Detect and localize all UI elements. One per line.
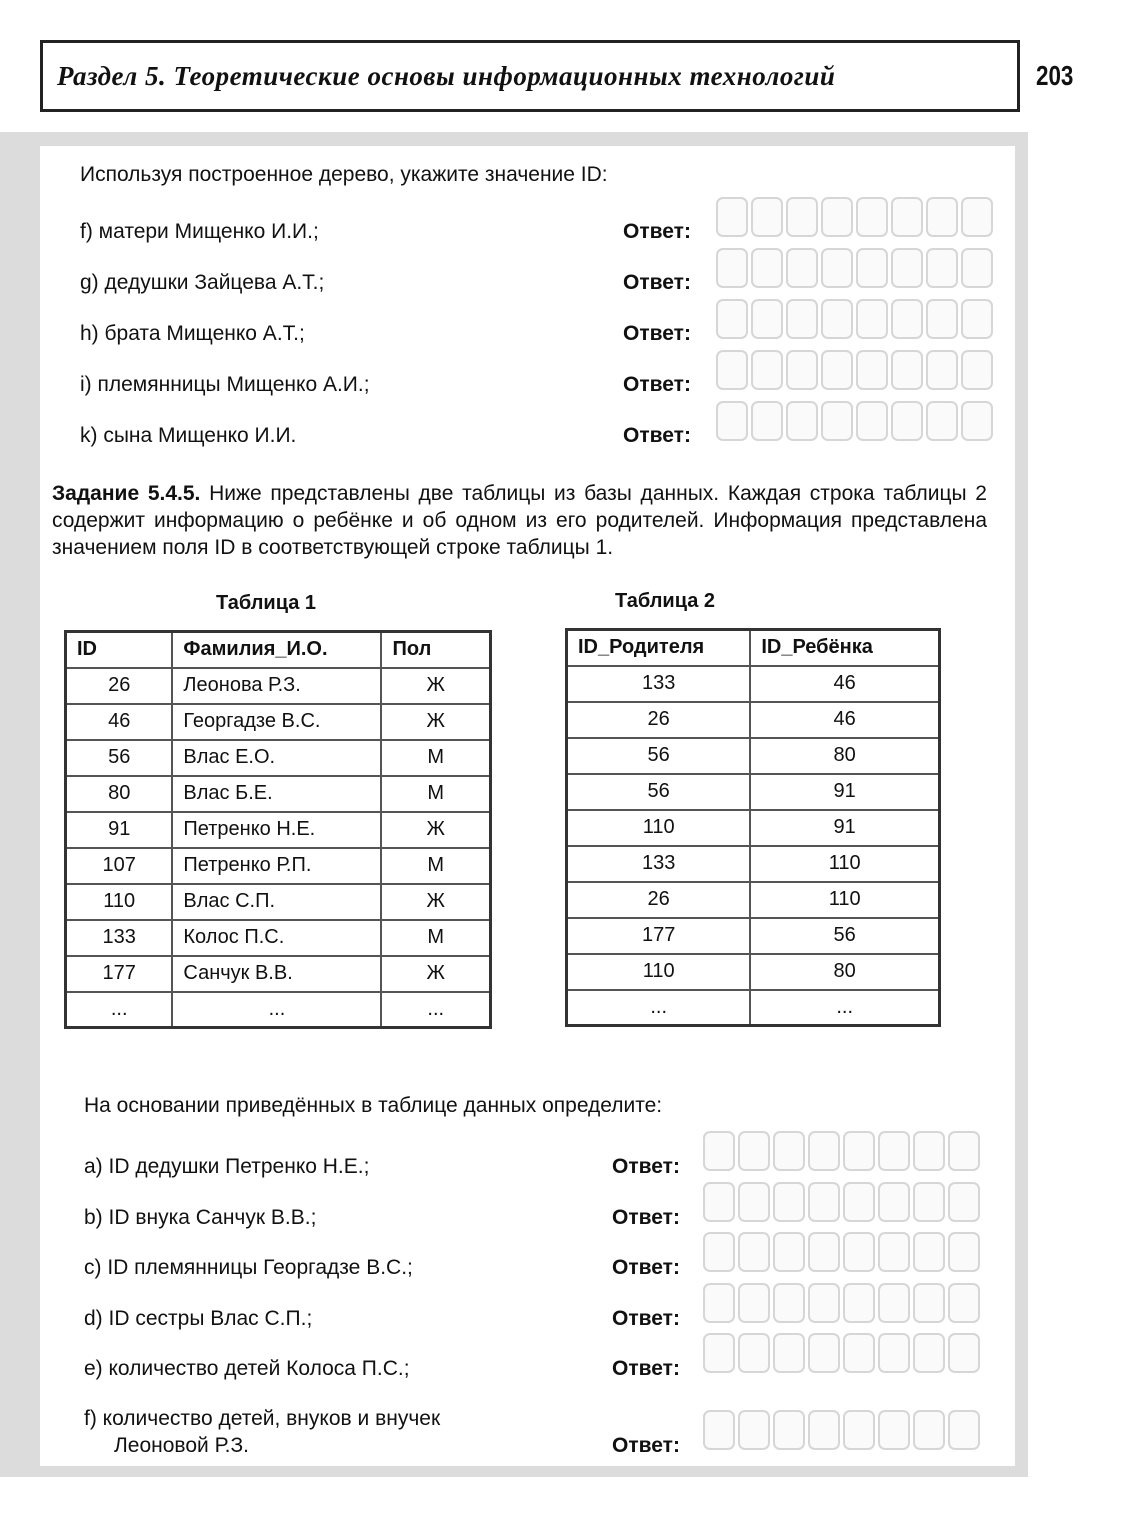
table-cell: 56 [66, 740, 173, 776]
table-cell: 133 [567, 846, 751, 882]
table-cell: 177 [567, 918, 751, 954]
table-cell: М [381, 776, 490, 812]
table-cell: Влас Е.О. [172, 740, 381, 776]
table-cell: 46 [66, 704, 173, 740]
table-row [66, 956, 491, 992]
answer-label: Ответ: [612, 1434, 680, 1457]
table-cell: 110 [567, 810, 751, 846]
question-d: d) ID сестры Влас С.П.; [84, 1307, 313, 1330]
section-title: Раздел 5. Теоретические основы информационных технологий [57, 61, 836, 91]
table-cell: 80 [66, 776, 173, 812]
table-cell: 110 [750, 882, 939, 918]
table-cell: 107 [66, 848, 173, 884]
table-cell: Ж [381, 884, 490, 920]
answer-label: Ответ: [612, 1307, 680, 1330]
table-cell: 91 [66, 812, 173, 848]
column-header: Фамилия_И.О. [172, 632, 381, 668]
answer-field[interactable] [703, 1333, 980, 1373]
answer-field[interactable] [703, 1131, 980, 1171]
table-row [66, 776, 491, 812]
answer-label: Ответ: [623, 220, 691, 243]
table-row [567, 738, 940, 774]
tree-question-h: h) брата Мищенко А.Т.; [80, 322, 305, 345]
table-header-row [567, 630, 940, 666]
table-cell: ... [172, 992, 381, 1028]
table-row [567, 954, 940, 990]
table-cell: 110 [66, 884, 173, 920]
table-cell: 46 [750, 702, 939, 738]
answer-label: Ответ: [623, 373, 691, 396]
table-row [66, 668, 491, 704]
table-cell: 80 [750, 738, 939, 774]
table-cell: 26 [567, 702, 751, 738]
table-cell: 56 [750, 918, 939, 954]
table-cell: Леонова Р.З. [172, 668, 381, 704]
answer-label: Ответ: [612, 1357, 680, 1380]
tree-question-i: i) племянницы Мищенко А.И.; [80, 373, 370, 396]
table2-title: Таблица 2 [615, 590, 716, 612]
table-cell: Ж [381, 956, 490, 992]
table-cell: 110 [567, 954, 751, 990]
tree-question-g: g) дедушки Зайцева А.Т.; [80, 271, 325, 294]
page-number: 203 [1036, 60, 1074, 91]
question-e: e) количество детей Колоса П.С.; [84, 1357, 410, 1380]
table-row [567, 702, 940, 738]
section-header [40, 40, 1020, 112]
table-row [567, 990, 940, 1026]
table-cell: 91 [750, 810, 939, 846]
table-cell: Колос П.С. [172, 920, 381, 956]
table-cell: 56 [567, 774, 751, 810]
table-cell: 91 [750, 774, 939, 810]
table-cell: ... [381, 992, 490, 1028]
table-row [66, 920, 491, 956]
column-header: ID_Родителя [567, 630, 751, 666]
table1-title: Таблица 1 [216, 592, 317, 614]
column-header: Пол [381, 632, 490, 668]
answer-field[interactable] [703, 1232, 980, 1272]
table-cell: Ж [381, 704, 490, 740]
questions-intro: На основании приведённых в таблице данных определите: [84, 1094, 663, 1117]
table-row [66, 740, 491, 776]
answer-label: Ответ: [612, 1206, 680, 1229]
task-text: Ниже представлены две таблицы из базы данных. Каждая строка таблицы 2 содержит информацию о ребёнке и об одном из его родителей. Информация представлена значением поля ID в соответствующей строке таблицы 1. [52, 482, 987, 559]
table-row [567, 774, 940, 810]
table-row [567, 666, 940, 702]
table-cell: ... [66, 992, 173, 1028]
answer-label: Ответ: [612, 1155, 680, 1178]
table-cell: 56 [567, 738, 751, 774]
answer-field[interactable] [716, 350, 993, 390]
answer-label: Ответ: [612, 1256, 680, 1279]
answer-label: Ответ: [623, 424, 691, 447]
answer-field[interactable] [703, 1283, 980, 1323]
table-cell: ... [750, 990, 939, 1026]
table-cell: 46 [750, 666, 939, 702]
table-cell: Петренко Н.Е. [172, 812, 381, 848]
table-header-row [66, 632, 491, 668]
table-cell: Влас Б.Е. [172, 776, 381, 812]
table-cell: Ж [381, 812, 490, 848]
table-cell: 133 [567, 666, 751, 702]
table-row [567, 810, 940, 846]
column-header: ID [66, 632, 173, 668]
answer-field[interactable] [716, 401, 993, 441]
table2 [565, 628, 941, 1027]
table-row [567, 882, 940, 918]
table-cell: М [381, 740, 490, 776]
question-a: a) ID дедушки Петренко Н.Е.; [84, 1155, 370, 1178]
question-f-line2: Леоновой Р.З. [114, 1434, 249, 1457]
tree-question-f: f) матери Мищенко И.И.; [80, 220, 319, 243]
answer-label: Ответ: [623, 271, 691, 294]
answer-field[interactable] [703, 1410, 980, 1450]
table-cell: М [381, 920, 490, 956]
table-row [567, 918, 940, 954]
table-cell: 133 [66, 920, 173, 956]
task-number: Задание 5.4.5. [52, 482, 201, 505]
table-cell: 26 [567, 882, 751, 918]
table-cell: М [381, 848, 490, 884]
question-c: c) ID племянницы Георгадзе В.С.; [84, 1256, 413, 1279]
table-row [66, 812, 491, 848]
table1 [64, 630, 492, 1029]
question-f-line1: f) количество детей, внуков и внучек [84, 1407, 441, 1430]
column-header: ID_Ребёнка [750, 630, 939, 666]
table-cell: 80 [750, 954, 939, 990]
answer-field[interactable] [716, 299, 993, 339]
table-cell: 177 [66, 956, 173, 992]
tree-question-k: k) сына Мищенко И.И. [80, 424, 297, 447]
tree-intro: Используя построенное дерево, укажите значение ID: [80, 163, 608, 186]
question-b: b) ID внука Санчук В.В.; [84, 1206, 317, 1229]
table-row [66, 884, 491, 920]
table-row [567, 846, 940, 882]
table-cell: 26 [66, 668, 173, 704]
answer-field[interactable] [703, 1182, 980, 1222]
table-row [66, 704, 491, 740]
table-cell: Ж [381, 668, 490, 704]
table-cell: Влас С.П. [172, 884, 381, 920]
table-row [66, 992, 491, 1028]
answer-label: Ответ: [623, 322, 691, 345]
table-row [66, 848, 491, 884]
table-cell: ... [567, 990, 751, 1026]
table-cell: 110 [750, 846, 939, 882]
answer-field[interactable] [716, 197, 993, 237]
answer-field[interactable] [716, 248, 993, 288]
table-cell: Санчук В.В. [172, 956, 381, 992]
task-description [52, 480, 987, 561]
table-cell: Петренко Р.П. [172, 848, 381, 884]
table-cell: Георгадзе В.С. [172, 704, 381, 740]
